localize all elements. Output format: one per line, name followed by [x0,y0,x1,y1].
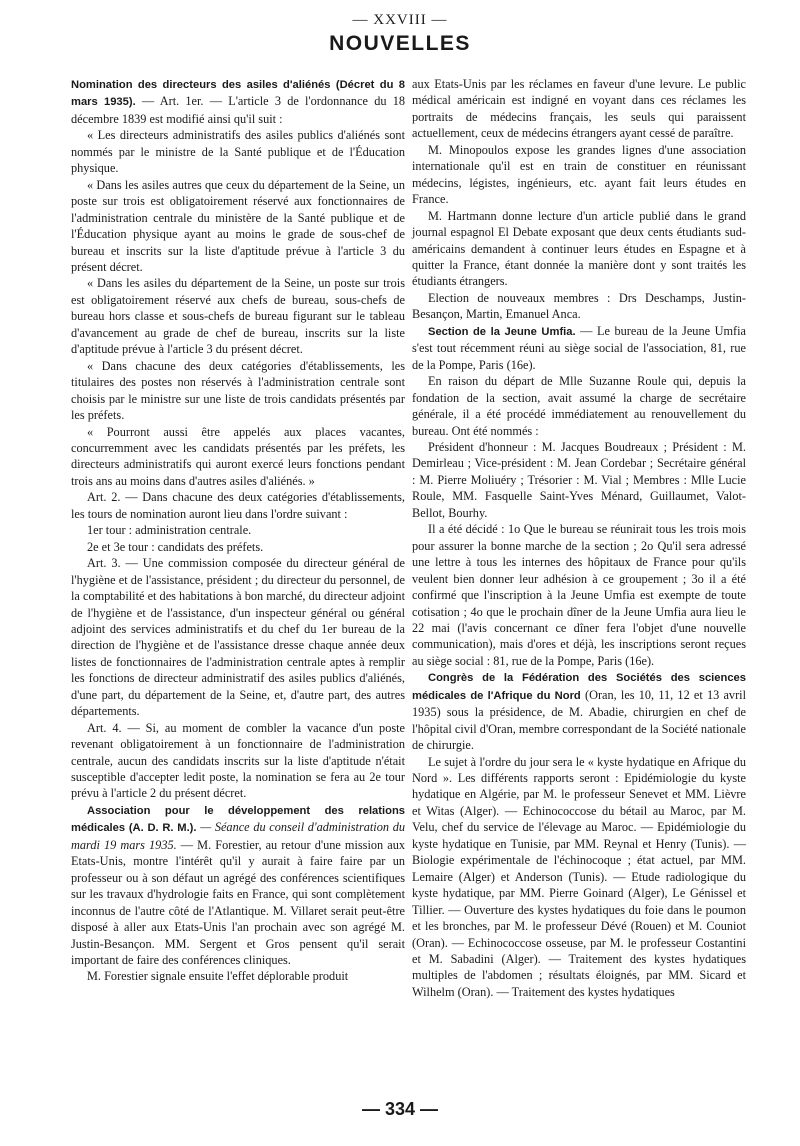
paragraph: 1er tour : administration centrale. [87,523,252,538]
paragraph: « Dans chacune des deux catégories d'établissements, les titulaires des postes non réservés à l'administration centrale sont choisis par le ministre sur une liste de trois candidats présentés par les préfets. [71,358,405,423]
heading-jeune-umfia: Section de la Jeune Umfia. [428,325,576,338]
paragraph: aux Etats-Unis par les réclames en faveur d'une levure. Le public médical américain est indigné en voyant dans ces réclames les portraits de médecins français, les seuls qui paraissent actuellement, ceux de médecins étrangers ayant cessé de paraître. [412,77,746,141]
article-congres [412,669,746,753]
paragraph: — M. Forestier, au retour d'une mission aux Etats-Unis, montre l'intérêt qu'il y aurait à faire faire par un professeur ou à son défaut un agrégé des conférences scientifiques sur les travaux d'hydrologie faits en France, qui sont complètement inconnus de l'autre côté de l'Atlantique. M. Villaret serait peut-être disposé à aller aux Etats-Unis l'an prochain avec son agrégé M. Justin-Besançon. MM. Sergent et Gros pensent qu'il serait important de faire des conférences cliniques. [71,837,405,968]
left-column [71,76,405,985]
paragraph: Le sujet à l'ordre du jour sera le « kyste hydatique en Afrique du Nord ». Les différents rapports seront : Epidémiologie du kyste hydatique en Algérie, par M. le professeur Senevet et MM. Lièvre et Witas (Alger). — Echinococcose du bétail au Maroc, par M. Velu, chef du service de l'élevage au Maroc. — Epidémiologie du kyste hydatique en Tunisie, par MM. Reynal et Henry (Tunis). — Biologie expérimentale de l'échinocoque ; état actuel, par MM. Lemaire (Alger) et Anderson (Tunis). — Etude radiologique du kyste hydatique, par MM. Pierre Goinard (Alger), Le Génissel et Tillier. — Ouverture des kystes hydatiques du foie dans le poumon et les bronches, par M. le professeur Dévé (Rouen) et M. Couniot (Oran). — Echinococcose osseuse, par M. le professeur Costantini et M. Sabadini (Alger). — Traitement des kystes hydatiques multiples de l'abdomen ; résultats éloignés, par MM. Sicard et Wilhelm (Oran). — Traitement des kystes hydatiques [412,754,746,999]
heading-adrm: Association pour le développement des relations médicales (A. D. R. M.). [71,804,405,835]
page-header [0,12,800,56]
paragraph: Art. 4. — Si, au moment de combler la vacance d'un poste revenant obligatoirement à un fonctionnaire de l'administration centrale, aucun des candidats inscrits sur la liste d'aptitude n'était susceptible d'accepter ledit poste, la nomination se fera au 2e tour prévu à l'article 2 du présent décret. [71,720,405,801]
article-jeune-umfia [412,323,746,373]
paragraph: M. Forestier signale ensuite l'effet déplorable produit [87,969,349,984]
heading-congres: Congrès de la Fédération des Sociétés des sciences médicales de l'Afrique du Nord [412,672,746,702]
paragraph: 2e et 3e tour : candidats des préfets. [87,539,264,554]
paragraph: « Pourront aussi être appelés aux places vacantes, concurremment avec les candidats présentés par les préfets, les directeurs administratifs qui auront exercé leurs fonctions pendant trois ans au moins dans d'autres asiles d'aliénés. » [71,424,405,488]
article-asiles [71,76,405,127]
paragraph: M. Minopoulos expose les grandes lignes d'une association internationale qu'il est en train de constituer en réunissant médecins, légistes, ingénieurs, etc. ayant fait leurs études en France. [412,142,746,207]
paragraph: (Oran, les 10, 11, 12 et 13 avril 1935) sous la présidence, de M. Abadie, chirurgien en chef de l'hôpital civil d'Oran, membre correspondant de la Société nationale de chirurgie. [412,687,747,753]
paragraph: En raison du départ de Mlle Suzanne Roule qui, depuis la fondation de la section, avait assumé la charge de secrétaire générale, il a été procédé immédiatement au renouvellement du bureau. Ont été nommés : [412,374,746,438]
paragraph: Président d'honneur : M. Jacques Boudreaux ; Président : M. Demirleau ; Vice-président : M. Jean Cordebar ; Secrétaire général : M. Pierre Moliuéry ; Trésorier : M. Vial ; Membres : Mlle Lucie Roule, MM. Fasquelle Saint-Yves Ménard, Guillaumet, Valot-Bellot, Bourhy. [412,439,746,520]
paragraph: « Dans les asiles autres que ceux du département de la Seine, un poste sur trois est obligatoirement réservé aux fonctionnaires de l'administration centrale du ministère de la Santé publique et de l'Éducation physique ayant au moins le grade de sous-chef de bureau et inscrits sur la liste d'aptitude prévue à l'article 3 du présent décret. [71,177,405,274]
article-adrm [71,802,405,969]
paragraph: « Dans les asiles du département de la Seine, un poste sur trois est obligatoirement réservé aux chefs de bureau, sous-chefs de bureau hors classe et sous-chefs de bureau figurant sur le tableau d'avancement au grade de chef de bureau, inscrits sur la liste d'aptitude prévue à l'article 3 du présent décret. [71,276,405,357]
paragraph: Art. 3. — Une commission composée du directeur général de l'hygiène et de l'assistance, président ; du directeur du personnel, de la comptabilité et des habitations à bon marché, du directeur adjoint de l'hygiène et de l'assistance, d'un inspecteur général ou général adjoint des services administratifs et du chef du 1er bureau de la direction de l'hygiène et de l'assistance dresse chaque année deux listes de fonctionnaires de l'administration centrale aptes à remplir les fonctions de directeur administratif des asiles publics d'aliénés, d'une part, du département de la Seine, et, d'autre part, des autres départements. [71,556,405,719]
paragraph: Election de nouveaux membres : Drs Deschamps, Justin-Besançon, Martin, Emanuel Anca. [412,290,746,322]
paragraph: « Les directeurs administratifs des asiles publics d'aliénés sont nommés par le ministre de la Santé publique et de l'Éducation physique. [71,128,405,176]
page-title: NOUVELLES [329,32,471,55]
paragraph: Art. 2. — Dans chacune des deux catégories d'établissements, les tours de nomination auront lieu dans l'ordre suivant : [71,490,405,521]
paragraph: M. Hartmann donne lecture d'un article publié dans le grand journal espagnol El Debate exposant que deux cents étudiants sud-américains demandent à continuer leurs études en Espagne et à quitter la France, étant donnée la manière dont y sont traités les étudiants étrangers. [412,208,746,289]
paragraph: Il a été décidé : 1o Que le bureau se réunirait tous les trois mois pour assurer la bonne marche de la section ; 2o Qu'il sera adressé une lettre à tous les internes des hôpitaux de France pour qu'ils veulent bien donner leur adhésion à ce groupement ; 3o il a été confirmé que l'inscription à la Jeune Umfia est exempte de toute cotisation ; 4o que le prochain dîner de la Jeune Umfia aura lieu le 22 mai (l'avis concernant ce dîner fera l'objet d'une nouvelle communication), mais d'ores et déjà, les inscriptions seront reçues au siège social : 81, rue de la Pompe, Paris (16e). [412,522,746,668]
paragraph: — Le bureau de la Jeune Umfia s'est tout récemment réuni au siège social de l'association, 81, rue de la Pompe, Paris (16e). [412,323,746,372]
heading-asiles: Nomination des directeurs des asiles d'aliénés (Décret du 8 mars 1935). [71,79,405,109]
section-numeral: — XXVIII — [352,12,448,28]
paragraph: — Art. 1er. — L'article 3 de l'ordonnance du 18 décembre 1839 est modifié ainsi qu'il suit : [71,94,405,126]
session-date: — Séance du conseil d'administration du mardi 19 mars 1935. [71,820,405,852]
page-number: — 334 — [361,1099,439,1119]
right-column [412,76,746,1000]
